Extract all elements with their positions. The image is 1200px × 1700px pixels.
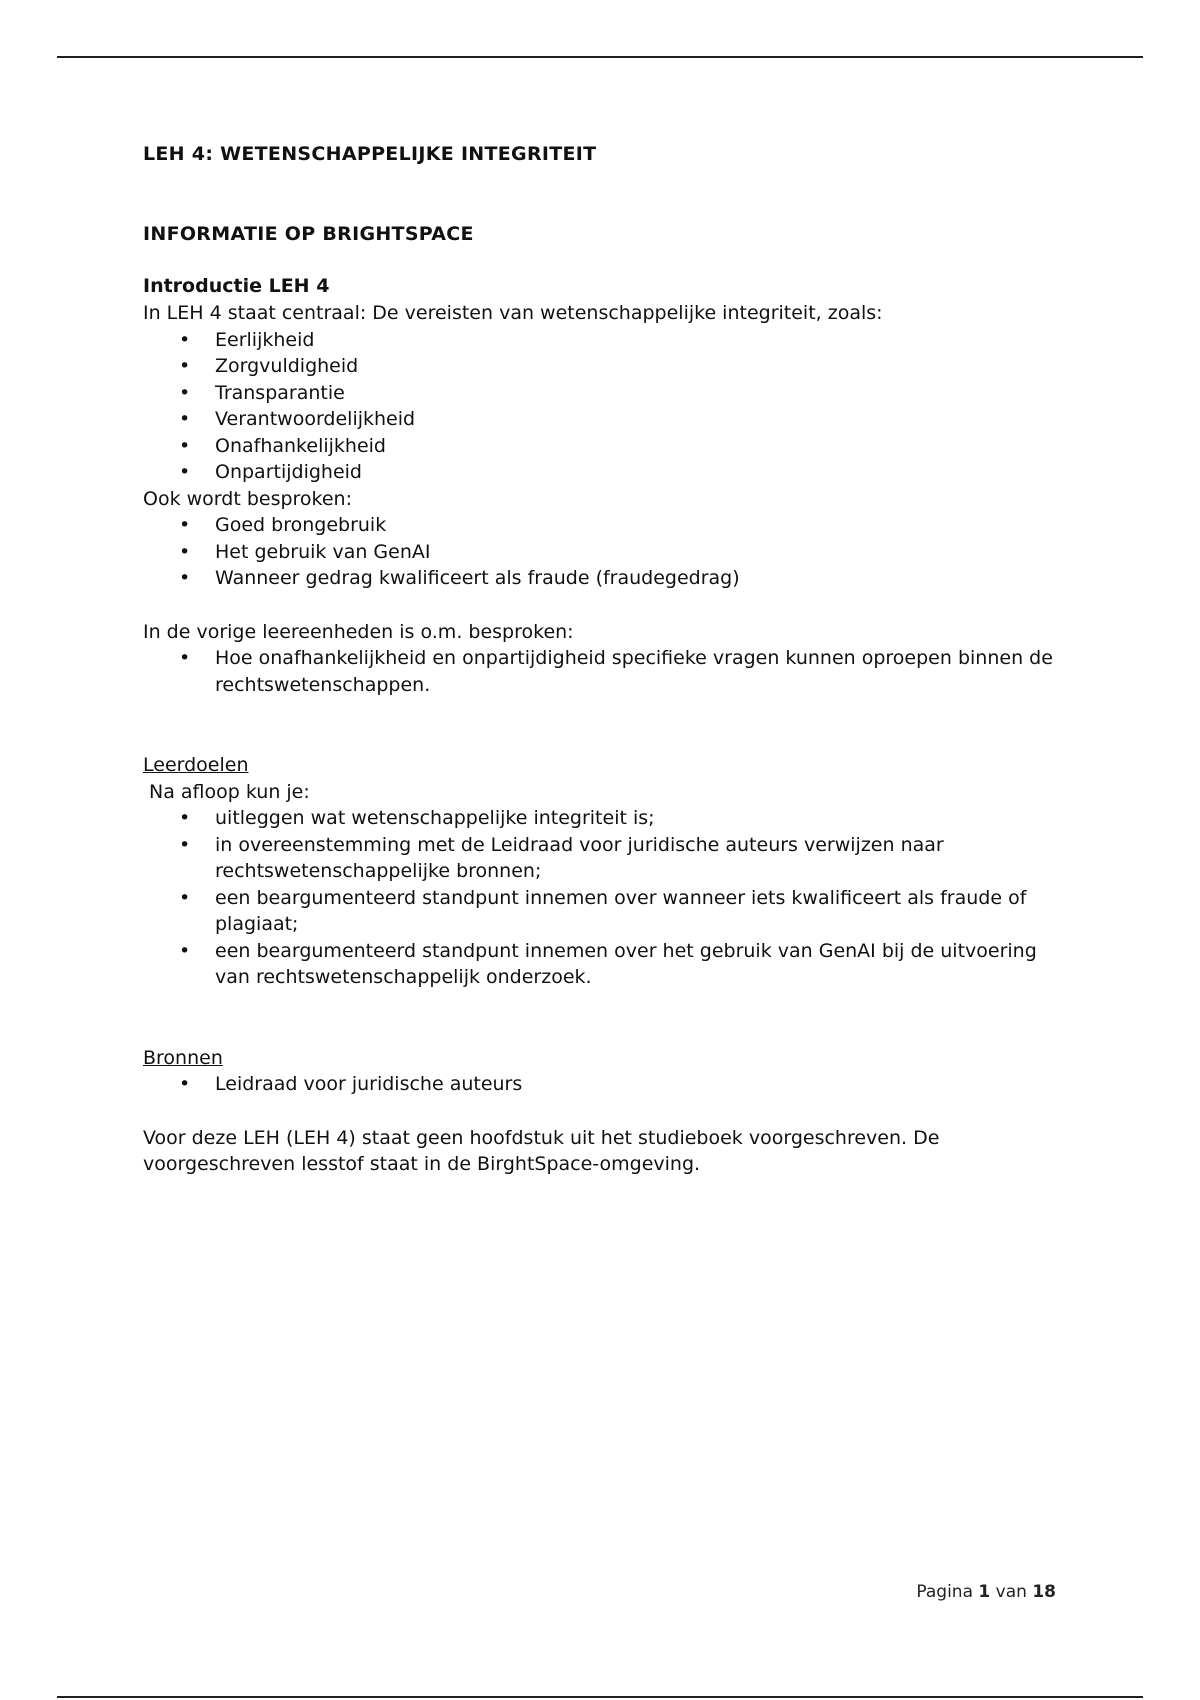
list-item: • Transparantie [215, 380, 1063, 407]
list-item: • Zorgvuldigheid [215, 353, 1063, 380]
list-item: • Wanneer gedrag kwalificeert als fraude (fraudegedrag) [215, 565, 1063, 592]
previous-lead: In de vorige leereenheden is o.m. besproken: [143, 620, 574, 643]
bullet-icon: • [179, 328, 191, 351]
list-item: • Verantwoordelijkheid [215, 406, 1063, 433]
sources-list [143, 1071, 1063, 1098]
bullet-icon: • [179, 355, 191, 377]
also-lead: Ook wordt besproken: [143, 487, 352, 510]
list-item: • Goed brongebruik [215, 512, 1063, 539]
header-rule [57, 56, 1143, 58]
intro-lead: In LEH 4 staat centraal: De vereisten van wetenschappelijke integriteit, zoals: [143, 302, 883, 324]
list-item: • uitleggen wat wetenschappelijke integriteit is; [215, 805, 1063, 832]
learning-goals-list [143, 805, 1063, 991]
list-item: • in overeenstemming met de Leidraad voor juridische auteurs verwijzen naar rechtswetenschappelijke bronnen; [179, 833, 944, 882]
previous-list [143, 645, 1063, 698]
also-list [143, 512, 1063, 592]
list-item: • Het gebruik van GenAI [215, 539, 1063, 566]
bullet-icon: • [179, 1073, 191, 1095]
list-item: • Onafhankelijkheid [215, 433, 1063, 460]
document-body [143, 140, 1063, 1178]
learning-goals-lead: Na afloop kun je: [149, 780, 310, 803]
list-item: • Leidraad voor juridische auteurs [215, 1071, 1063, 1098]
list-item: • Hoe onafhankelijkheid en onpartijdigheid specifieke vragen kunnen oproepen binnen de rechtswetenschappen. [179, 647, 1053, 696]
footer-rule [57, 1696, 1143, 1698]
bullet-icon: • [179, 939, 191, 962]
bullet-icon: • [179, 886, 191, 909]
page-word: Pagina [916, 1582, 973, 1602]
intro-heading: Introductie LEH 4 [143, 275, 330, 297]
bullet-icon: • [179, 461, 191, 483]
bullet-icon: • [179, 567, 191, 589]
list-item: • een beargumenteerd standpunt innemen over wanneer iets kwalificeert als fraude of plagiaat; [179, 886, 1027, 935]
sources-heading: Bronnen [143, 1046, 223, 1069]
section-heading: INFORMATIE OP BRIGHTSPACE [143, 223, 474, 245]
list-item: • Eerlijkheid [215, 327, 1063, 354]
document-title: LEH 4: WETENSCHAPPELIJKE INTEGRITEIT [143, 143, 597, 165]
bullet-icon: • [179, 647, 191, 669]
of-word: van [995, 1582, 1027, 1602]
learning-goals-heading: Leerdoelen [143, 754, 249, 776]
sources-note: Voor deze LEH (LEH 4) staat geen hoofdstuk uit het studieboek voorgeschreven. De voorgeschreven lesstof staat in de BirghtSpace-omgeving. [143, 1126, 940, 1175]
requirements-list [143, 327, 1063, 486]
current-page-number: 1 [978, 1582, 991, 1602]
bullet-icon: • [179, 514, 191, 536]
bullet-icon: • [179, 434, 191, 457]
bullet-icon: • [179, 381, 191, 404]
total-pages-number: 18 [1032, 1582, 1056, 1602]
list-item: • een beargumenteerd standpunt innemen over het gebruik van GenAI bij de uitvoering van rechtswetenschappelijk onderzoek. [179, 939, 1037, 988]
list-item: • Onpartijdigheid [215, 459, 1063, 486]
page-footer [916, 1582, 1056, 1602]
bullet-icon: • [179, 408, 191, 430]
bullet-icon: • [179, 807, 191, 829]
bullet-icon: • [179, 540, 191, 563]
bullet-icon: • [179, 833, 191, 856]
